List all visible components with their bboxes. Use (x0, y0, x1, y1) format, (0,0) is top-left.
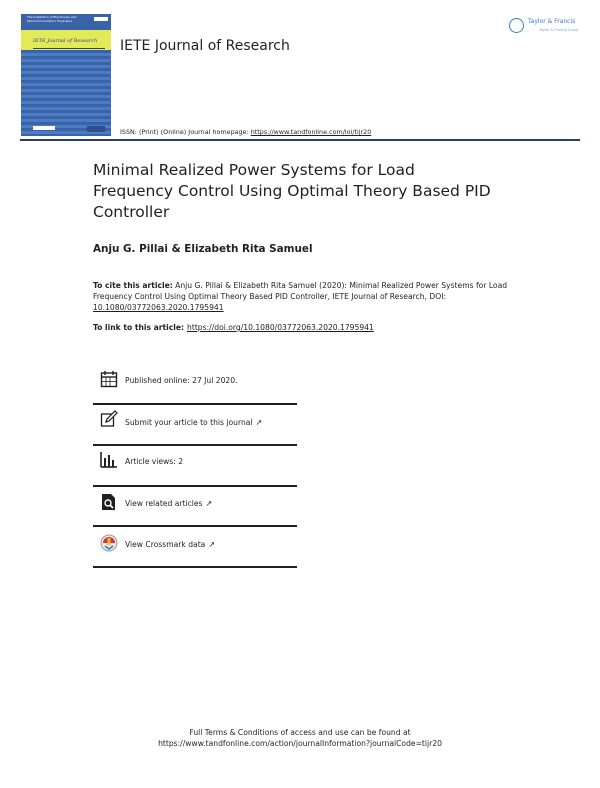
article-link-label: To link to this article: (93, 323, 185, 332)
info-divider (93, 566, 297, 568)
cover-issn-box (94, 17, 108, 21)
submit-article-link[interactable]: Submit your article to this journal (125, 418, 253, 427)
publisher-logo-group: Taylor & Francis Group (539, 28, 579, 32)
publisher-logo-icon (509, 18, 524, 33)
article-views-text: Article views: 2 (125, 457, 184, 466)
cover-rule (33, 48, 105, 49)
info-item-views (93, 449, 297, 489)
journal-homepage-link[interactable]: https://www.tandfonline.com/loi/tijr20 (250, 128, 372, 136)
info-divider (93, 485, 297, 487)
external-link-icon: ↗ (255, 418, 263, 427)
external-link-icon: ↗ (205, 499, 213, 508)
article-authors: Anju G. Pillai & Elizabeth Rita Samuel (93, 243, 313, 255)
bar-chart-icon (100, 451, 118, 469)
article-title: Minimal Realized Power Systems for Load Frequency Control Using Optimal Theory Based PID Controller (93, 161, 491, 221)
crossmark-icon (100, 534, 118, 552)
cover-logo (33, 126, 55, 130)
citation-text: Anju G. Pillai & Elizabeth Rita Samuel (2020): Minimal Realized Power Systems for Load Frequency Control Using Optimal Theory Based PID Controller, IETE Journal of Research, DOI: (93, 281, 508, 301)
pencil-icon (100, 410, 118, 428)
cover-stripes (21, 50, 111, 136)
journal-cover-image (21, 14, 111, 136)
publisher-logo-name: Taylor & Francis (528, 18, 576, 25)
document-search-icon (100, 493, 118, 511)
citation-doi-link[interactable]: 10.1080/03772063.2020.1795941 (93, 303, 224, 312)
journal-name: IETE Journal of Research (120, 38, 290, 54)
footer-terms-link[interactable]: https://www.tandfonline.com/action/journalInformation?journalCode=tijr20 (158, 739, 442, 748)
info-divider (93, 403, 297, 405)
article-doi-link[interactable]: https://doi.org/10.1080/03772063.2020.1795941 (187, 323, 374, 332)
header-divider (20, 139, 580, 141)
cover-publisher-logo (87, 126, 105, 132)
related-articles-link[interactable]: View related articles (125, 499, 203, 508)
publisher-logo (509, 16, 583, 38)
footer-terms-text: Full Terms & Conditions of access and use can be found at (189, 728, 411, 737)
issn-line (120, 128, 371, 136)
info-divider (93, 444, 297, 446)
issn-prefix: ISSN: (Print) (Online) Journal homepage: (120, 128, 251, 136)
cover-top-text: The Institution of Electronics and Telecommunication Engineers (27, 15, 77, 23)
cover-title: IETE Journal of Research (33, 38, 98, 44)
crossmark-link[interactable]: View Crossmark data (125, 540, 206, 549)
external-link-icon: ↗ (208, 540, 216, 549)
info-divider (93, 525, 297, 527)
citation-label: To cite this article: (93, 281, 173, 290)
cover-top-bar (21, 14, 111, 30)
article-link-line (93, 323, 374, 332)
citation-block (93, 280, 513, 313)
info-item-published (93, 368, 297, 408)
published-online-text: Published online: 27 Jul 2020. (125, 376, 238, 385)
calendar-icon (100, 370, 118, 388)
